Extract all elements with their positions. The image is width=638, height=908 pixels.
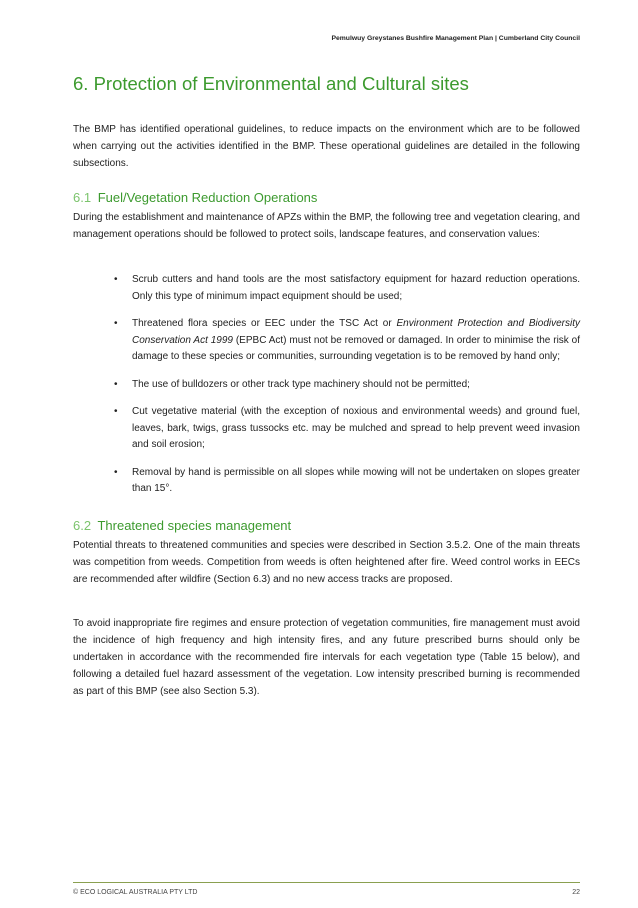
subsection-heading-6-1: [73, 190, 317, 205]
list-item-text: Removal by hand is permissible on all slopes while mowing will not be undertaken on slopes greater than 15°.: [132, 466, 580, 494]
list-item: [114, 465, 580, 498]
subsection-6-1-intro: During the establishment and maintenance of APZs within the BMP, the following tree and vegetation clearing, and management operations should be followed to protect soils, landscape features, and conservation values:: [73, 212, 580, 240]
list-item-text: Threatened flora species or EEC under the TSC Act or Environment Protection and Biodiversity Conservation Act 1999 (EPBC Act) must not be removed or damaged. In order to minimise the risk of damage to these species or communities, surrounding vegetation is to be removed by hand only;: [132, 318, 581, 362]
running-header: Pemulwuy Greystanes Bushfire Management Plan | Cumberland City Council: [331, 35, 580, 42]
subsection-6-2-para2: To avoid inappropriate fire regimes and ensure protection of vegetation communities, fire management must avoid the incidence of high frequency and high intensity fires, and any future prescribed burns should only be undertaken in accordance with the recommended fire intervals for each vegetation type (Table 15 below), and following a detailed fuel hazard assessment of the vegetation. Low intensity prescribed burning is recommended as part of this BMP (see also Section 5.3).: [73, 618, 580, 697]
subsection-6-2-para1: Potential threats to threatened communities and species were described in Section 3.5.2. One of the main threats was competition from weeds. Competition from weeds is often heightened after fire. Weed control works in EECs are recommended after wildfire (Section 6.3) and no new access tracks are proposed.: [73, 540, 580, 585]
guidelines-list: [114, 272, 580, 509]
bullet-icon: •: [114, 466, 118, 478]
act-name: Environment Protection and Biodiversity Conservation Act 1999: [132, 318, 581, 346]
bullet-icon: •: [114, 378, 118, 390]
list-item-text: The use of bulldozers or other track type machinery should not be permitted;: [132, 378, 470, 390]
list-item: [114, 272, 580, 305]
subsection-title: Threatened species management: [97, 518, 292, 533]
subsection-number: 6.1: [73, 190, 92, 205]
bullet-icon: •: [114, 318, 118, 329]
section-title: 6. Protection of Environmental and Cultural sites: [73, 73, 469, 94]
page-number: 22: [572, 889, 580, 896]
footer-divider: [73, 882, 580, 883]
subsection-title: Fuel/Vegetation Reduction Operations: [97, 190, 318, 205]
bullet-icon: •: [114, 406, 118, 417]
subsection-heading-6-2: [73, 518, 291, 533]
subsection-number: 6.2: [73, 518, 92, 533]
list-item: [114, 316, 580, 366]
list-item-text: Scrub cutters and hand tools are the most satisfactory equipment for hazard reduction operations. Only this type of minimum impact equipment should be used;: [132, 274, 580, 302]
list-item: [114, 377, 580, 394]
list-item-text: Cut vegetative material (with the exception of noxious and environmental weeds) and ground fuel, leaves, bark, twigs, grass tussocks etc. may be mulched and spread to help prevent weed invasion and soil erosion;: [132, 406, 580, 450]
bullet-icon: •: [114, 274, 118, 285]
footer-copyright: © ECO LOGICAL AUSTRALIA PTY LTD: [73, 889, 198, 896]
list-item: [114, 404, 580, 454]
section-intro: The BMP has identified operational guidelines, to reduce impacts on the environment which are to be followed when carrying out the activities identified in the BMP. These operational guidelines are detailed in the following subsections.: [73, 124, 580, 169]
